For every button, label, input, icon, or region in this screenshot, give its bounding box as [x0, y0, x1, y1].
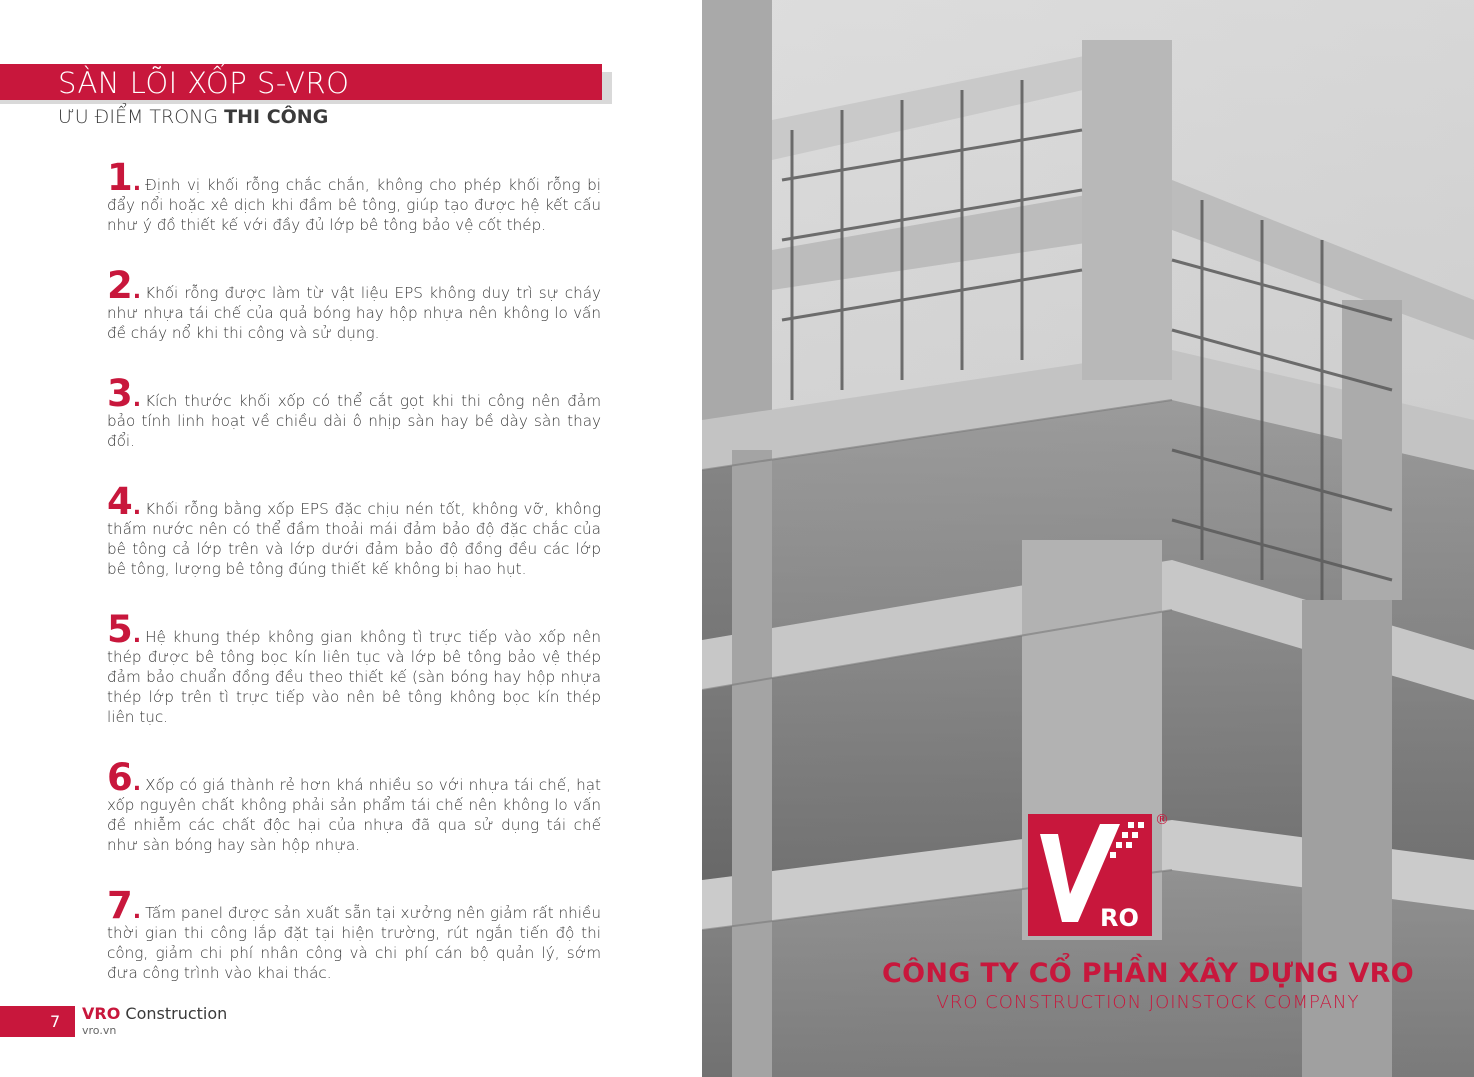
subtitle-prefix: ƯU ĐIỂM TRONG	[58, 106, 219, 128]
item-text: Xốp có giá thành rẻ hơn khá nhiều so với nhựa tái chế, hạt xốp nguyên chất không phải sản phẩm tái chế nên không lo vấn đề nhiễm các chất độc hại của nhựa đã qua sử dụng tái chế như sàn bóng hay sàn hộp nhựa.	[107, 776, 601, 854]
advantage-item-6	[107, 756, 601, 855]
item-text: Hệ khung thép không gian không tì trực tiếp vào xốp nên thép được bê tông bọc kín liên tục và lớp bê tông bảo vệ thép đảm bảo chuẩn đồng đều theo thiết kế (sàn bóng hay hộp nhựa thép lớp trên tì trực tiếp vào nên bê tông không bọc kín thép liên tục.	[107, 628, 601, 726]
advantage-item-1	[107, 156, 601, 235]
advantage-item-5	[107, 608, 601, 727]
item-number: 6	[107, 756, 133, 799]
logo-text: RO	[1100, 904, 1139, 932]
item-dot: .	[132, 623, 142, 648]
item-number: 5	[107, 608, 133, 651]
advantage-item-7	[107, 884, 601, 983]
advantage-item-2	[107, 264, 601, 343]
advantage-item-4	[107, 480, 601, 579]
item-text: Khối rỗng được làm từ vật liệu EPS không duy trì sự cháy như nhựa tái chế của quả bóng hay hộp nhựa nên không lo vấn đề cháy nổ khi thi công và sử dụng.	[107, 284, 601, 342]
item-dot: .	[132, 279, 142, 304]
page-subtitle	[58, 106, 328, 128]
brand-rest: Construction	[120, 1004, 228, 1023]
item-number: 7	[107, 884, 133, 927]
item-text: Định vị khối rỗng chắc chắn, không cho phép khối rỗng bị đẩy nổi hoặc xê dịch khi đầm bê tông, giúp tạo được hệ kết cấu như ý đồ thiết kế với đầy đủ lớp bê tông bảo vệ cốt thép.	[107, 176, 601, 234]
advantage-item-3	[107, 372, 601, 451]
item-number: 2	[107, 264, 133, 307]
page-title: SÀN LÕI XỐP S-VRO	[58, 66, 350, 100]
company-name-vn: CÔNG TY CỔ PHẦN XÂY DỰNG VRO	[882, 958, 1414, 989]
footer-brand	[82, 1004, 227, 1023]
page-number: 7	[50, 1012, 61, 1031]
text-page	[0, 0, 702, 1077]
item-dot: .	[132, 899, 142, 924]
company-name-en: VRO CONSTRUCTION JOINSTOCK COMPANY	[936, 992, 1360, 1013]
vro-logo	[1028, 814, 1152, 936]
registered-mark: ®	[1155, 812, 1169, 828]
item-number: 1	[107, 156, 133, 199]
brand-bold: VRO	[82, 1004, 121, 1023]
footer-website: vro.vn	[82, 1024, 117, 1037]
item-dot: .	[132, 495, 142, 520]
item-text: Khối rỗng bằng xốp EPS đặc chịu nén tốt, không vỡ, không thấm nước nên có thể đầm thoải mái đảm bảo độ đặc chắc của bê tông cả lớp trên và lớp dưới đảm bảo độ đồng đều các lớp bê tông, lượng bê tông đúng thiết kế không bị hao hụt.	[107, 500, 601, 578]
item-dot: .	[132, 387, 142, 412]
item-dot: .	[132, 771, 142, 796]
subtitle-bold: THI CÔNG	[224, 106, 329, 128]
item-text: Tấm panel được sản xuất sẵn tại xưởng nên giảm rất nhiều thời gian thi công lắp đặt tại hiện trường, rút ngắn tiến độ thi công, giảm chi phí nhân công và chi phí cán bộ quản lý, sớm đưa công trình vào khai thác.	[107, 904, 601, 982]
item-dot: .	[132, 171, 142, 196]
item-number: 3	[107, 372, 133, 415]
item-number: 4	[107, 480, 133, 523]
item-text: Kích thước khối xốp có thể cắt gọt khi thi công nên đảm bảo tính linh hoạt về chiều dài ô nhịp sàn hay bề dày sàn thay đổi.	[107, 392, 601, 450]
